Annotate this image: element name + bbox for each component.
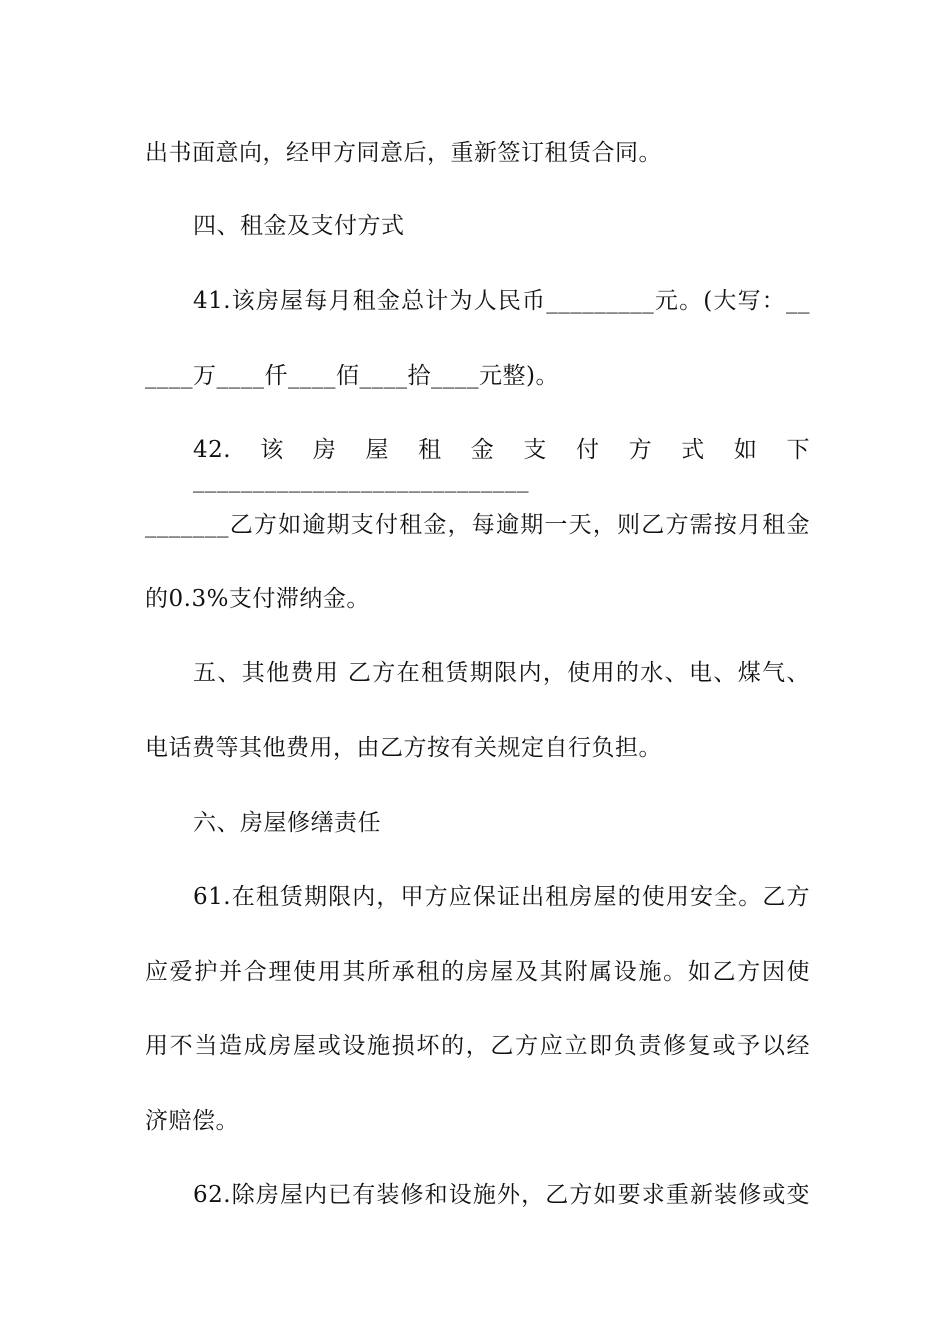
- clause-42-line: 的0.3%支付滞纳金。: [145, 586, 370, 612]
- clause-61-line: 济赔偿。: [145, 1108, 239, 1134]
- paragraph-line: 电话费等其他费用，由乙方按有关规定自行负担。: [145, 735, 662, 761]
- paragraph-line: 出书面意向，经甲方同意后，重新签订租赁合同。: [145, 140, 662, 166]
- clause-41-line: 41.该房屋每月租金总计为人民币_________元。(大写：__: [193, 288, 810, 314]
- clause-61-line: 61.在租赁期限内，甲方应保证出租房屋的使用安全。乙方: [193, 884, 810, 910]
- section-heading-rent-payment: 四、租金及支付方式: [193, 213, 405, 239]
- clause-61-line: 应爱护并合理使用其所承租的房屋及其附属设施。如乙方因使: [145, 959, 810, 985]
- clause-61-line: 用不当造成房屋或设施损坏的，乙方应立即负责修复或予以经: [145, 1033, 810, 1059]
- clause-42-line: 42.该房屋租金支付方式如下____________________________: [193, 437, 810, 493]
- clause-41-line: ____万____仟____佰____拾____元整)。: [145, 363, 559, 389]
- section-heading-repair: 六、房屋修缮责任: [193, 810, 381, 836]
- section-heading-other-fees: 五、其他费用 乙方在租赁期限内，使用的水、电、煤气、: [193, 660, 810, 686]
- clause-62-line: 62.除房屋内已有装修和设施外，乙方如要求重新装修或变: [193, 1182, 810, 1208]
- clause-42-line: _______乙方如逾期支付租金，每逾期一天，则乙方需按月租金: [145, 512, 810, 538]
